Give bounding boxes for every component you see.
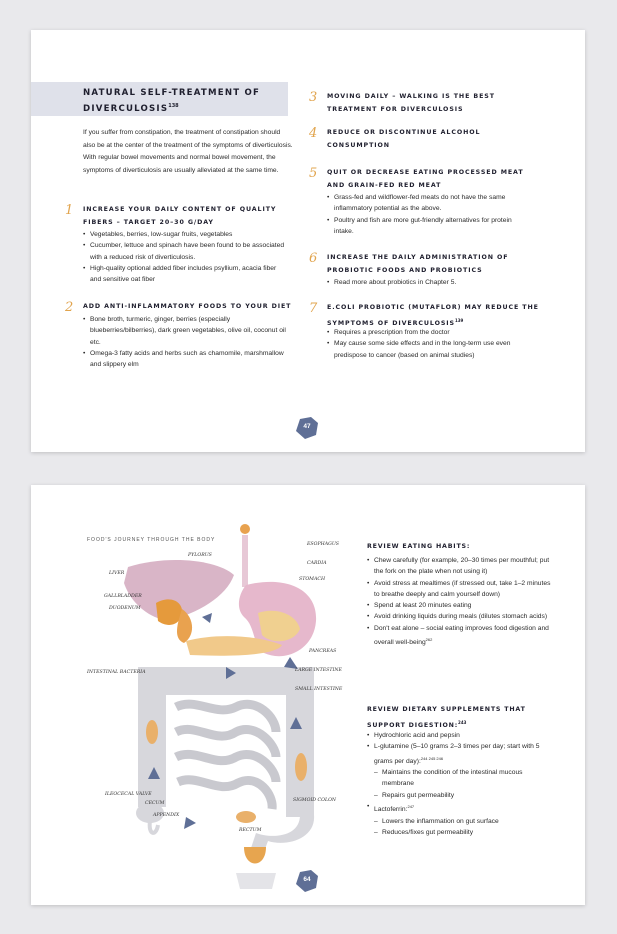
rectum-shape [244, 847, 266, 864]
figure-title: FOOD'S JOURNEY THROUGH THE BODY [87, 537, 216, 543]
gallbladder-shape [156, 599, 182, 625]
step-heading: MOVING DAILY – WALKING IS THE BEST TREATMENT FOR DIVERCULOSIS [327, 93, 495, 113]
step-number: 6 [309, 251, 318, 266]
bullet: • Lactoferrin:$^{247}$ [367, 801, 552, 816]
label-duodenum: DUODENUM [109, 606, 141, 611]
label-pylorus: PYLORUS [188, 553, 212, 558]
bullet: • Avoid stress at mealtimes (if stressed out, take 1–2 minutes to breathe deeply and calm yourself down) [367, 578, 552, 601]
section-title: NATURAL SELF-TREATMENT OF DIVERCULOSIS$^{138}$ [83, 88, 261, 114]
label-sigmoid-colon: SIGMOID COLON [293, 798, 337, 803]
label-pancreas: PANCREAS [309, 649, 337, 654]
sub-bullet: – Lowers the inflammation on gut surface [367, 816, 552, 827]
bullet: • Hydrochloric acid and pepsin [367, 730, 552, 741]
bullet: • High-quality optional added fiber includes psyllium, acacia fiber and sensitive oat fiber [83, 263, 288, 286]
step-number: 1 [65, 203, 74, 218]
step-heading: QUIT OR DECREASE EATING PROCESSED MEAT AND GRAIN-FED RED MEAT [327, 169, 524, 189]
bullet: • Requires a prescription from the doctor [327, 327, 532, 338]
label-intestinal-bacteria: INTESTINAL BACTERIA [87, 670, 146, 675]
step-heading: REDUCE OR DISCONTINUE ALCOHOL CONSUMPTION [327, 129, 481, 149]
bullet: • Cucumber, lettuce and spinach have been found to be associated with a reduced risk of diverticulosis. [83, 240, 288, 263]
page-number-badge [296, 870, 318, 892]
review-bullets [367, 555, 552, 649]
label-appendix: APPENDIX [153, 813, 180, 818]
step-bullets [83, 229, 288, 285]
esophagus-shape [242, 535, 248, 587]
small-intestine-shape [176, 704, 276, 809]
step-bullets [83, 314, 288, 370]
bullet: • Vegetables, berries, low-sugar fruits, vegetables [83, 229, 288, 240]
step-bullets [327, 277, 532, 288]
bullet: • Grass-fed and wildflower-fed meats do not have the same inflammatory potential as the above. [327, 192, 532, 215]
step-heading: INCREASE THE DAILY ADMINISTRATION OF PROBIOTIC FOODS AND PROBIOTICS [327, 254, 509, 274]
page-number: 64 [303, 876, 311, 883]
step-number: 5 [309, 166, 318, 181]
label-cardia: CARDIA [307, 561, 327, 566]
bullet: • Chew carefully (for example, 20–30 times per mouthful; put the fork on the plate when not using it) [367, 555, 552, 578]
sub-bullet: – Repairs gut permeability [367, 790, 552, 801]
bullet: • L-glutamine (5–10 grams 2–3 times per day; start with 5 grams per day):$^{244 245 246}$ [367, 741, 552, 767]
step-heading: ADD ANTI-INFLAMMATORY FOODS TO YOUR DIET [83, 303, 292, 310]
label-large-intestine: LARGE INTESTINE [295, 668, 342, 673]
page-number: 47 [303, 423, 311, 430]
label-rectum: RECTUM [239, 828, 262, 833]
step-number: 4 [309, 126, 318, 141]
label-esophagus: ESOPHAGUS [307, 542, 340, 547]
supplements-heading: REVIEW DIETARY SUPPLEMENTS THAT SUPPORT DIGESTION:$^{243}$ [367, 706, 526, 729]
supplement-list [367, 730, 552, 838]
step-bullets [327, 327, 532, 361]
step-heading: E.COLI PROBIOTIC (MUTAFLOR) MAY REDUCE THE SYMPTOMS OF DIVERCULOSIS$^{139}$ [327, 304, 539, 327]
bullet: • Poultry and fish are more gut-friendly alternatives for protein intake. [327, 215, 532, 238]
step-number: 7 [309, 301, 318, 316]
bullet: • Don't eat alone – social eating improves food digestion and overall well-being$^{262}$ [367, 623, 552, 649]
page-47 [31, 30, 585, 452]
step-heading: INCREASE YOUR DAILY CONTENT OF QUALITY FIBERS – TARGET 20–30 G/DAY [83, 206, 277, 226]
page-number-badge [296, 417, 318, 439]
bullet: • Spend at least 20 minutes eating [367, 600, 552, 611]
bullet: • Avoid drinking liquids during meals (dilutes stomach acids) [367, 611, 552, 622]
food-bolus-icon [240, 524, 250, 534]
step-bullets [327, 192, 532, 237]
bullet: • Bone broth, turmeric, ginger, berries (especially blueberries/bilberries), dark green vegetables, olive oil, coconut oil etc. [83, 314, 288, 348]
label-ileocecal-valve: ILEOCECAL VALVE [105, 792, 152, 797]
label-small-intestine: SMALL INTESTINE [295, 687, 343, 692]
label-cecum: CECUM [145, 801, 165, 806]
step-number: 3 [309, 90, 318, 105]
sub-bullet: – Reduces/fixes gut permeability [367, 827, 552, 838]
review-heading: REVIEW EATING HABITS: [367, 543, 471, 550]
sub-bullet: – Maintains the condition of the intestinal mucous membrane [367, 767, 552, 790]
bullet: • Omega-3 fatty acids and herbs such as chamomile, marshmallow and slippery elm [83, 348, 288, 371]
bullet: • Read more about probiotics in Chapter 5. [327, 277, 532, 288]
large-intestine-shape [138, 667, 314, 817]
label-gallbladder: GALLBLADDER [104, 594, 142, 599]
label-liver: LIVER [109, 571, 125, 576]
bullet: • May cause some side effects and in the long-term use even predispose to cancer (based on animal studies) [327, 338, 532, 361]
intro-paragraph: If you suffer from constipation, the treatment of constipation should also be at the center of the treatment of the symptoms of diverticulosis. With regular bowel movements and normal bowel movement, the symptoms of diverticulosis are usually alleviated at the same time. [83, 129, 293, 174]
page-64 [31, 485, 585, 905]
appendix-shape [150, 821, 158, 833]
label-stomach: STOMACH [299, 577, 326, 582]
toilet-icon [236, 873, 276, 889]
step-number: 2 [65, 300, 74, 315]
